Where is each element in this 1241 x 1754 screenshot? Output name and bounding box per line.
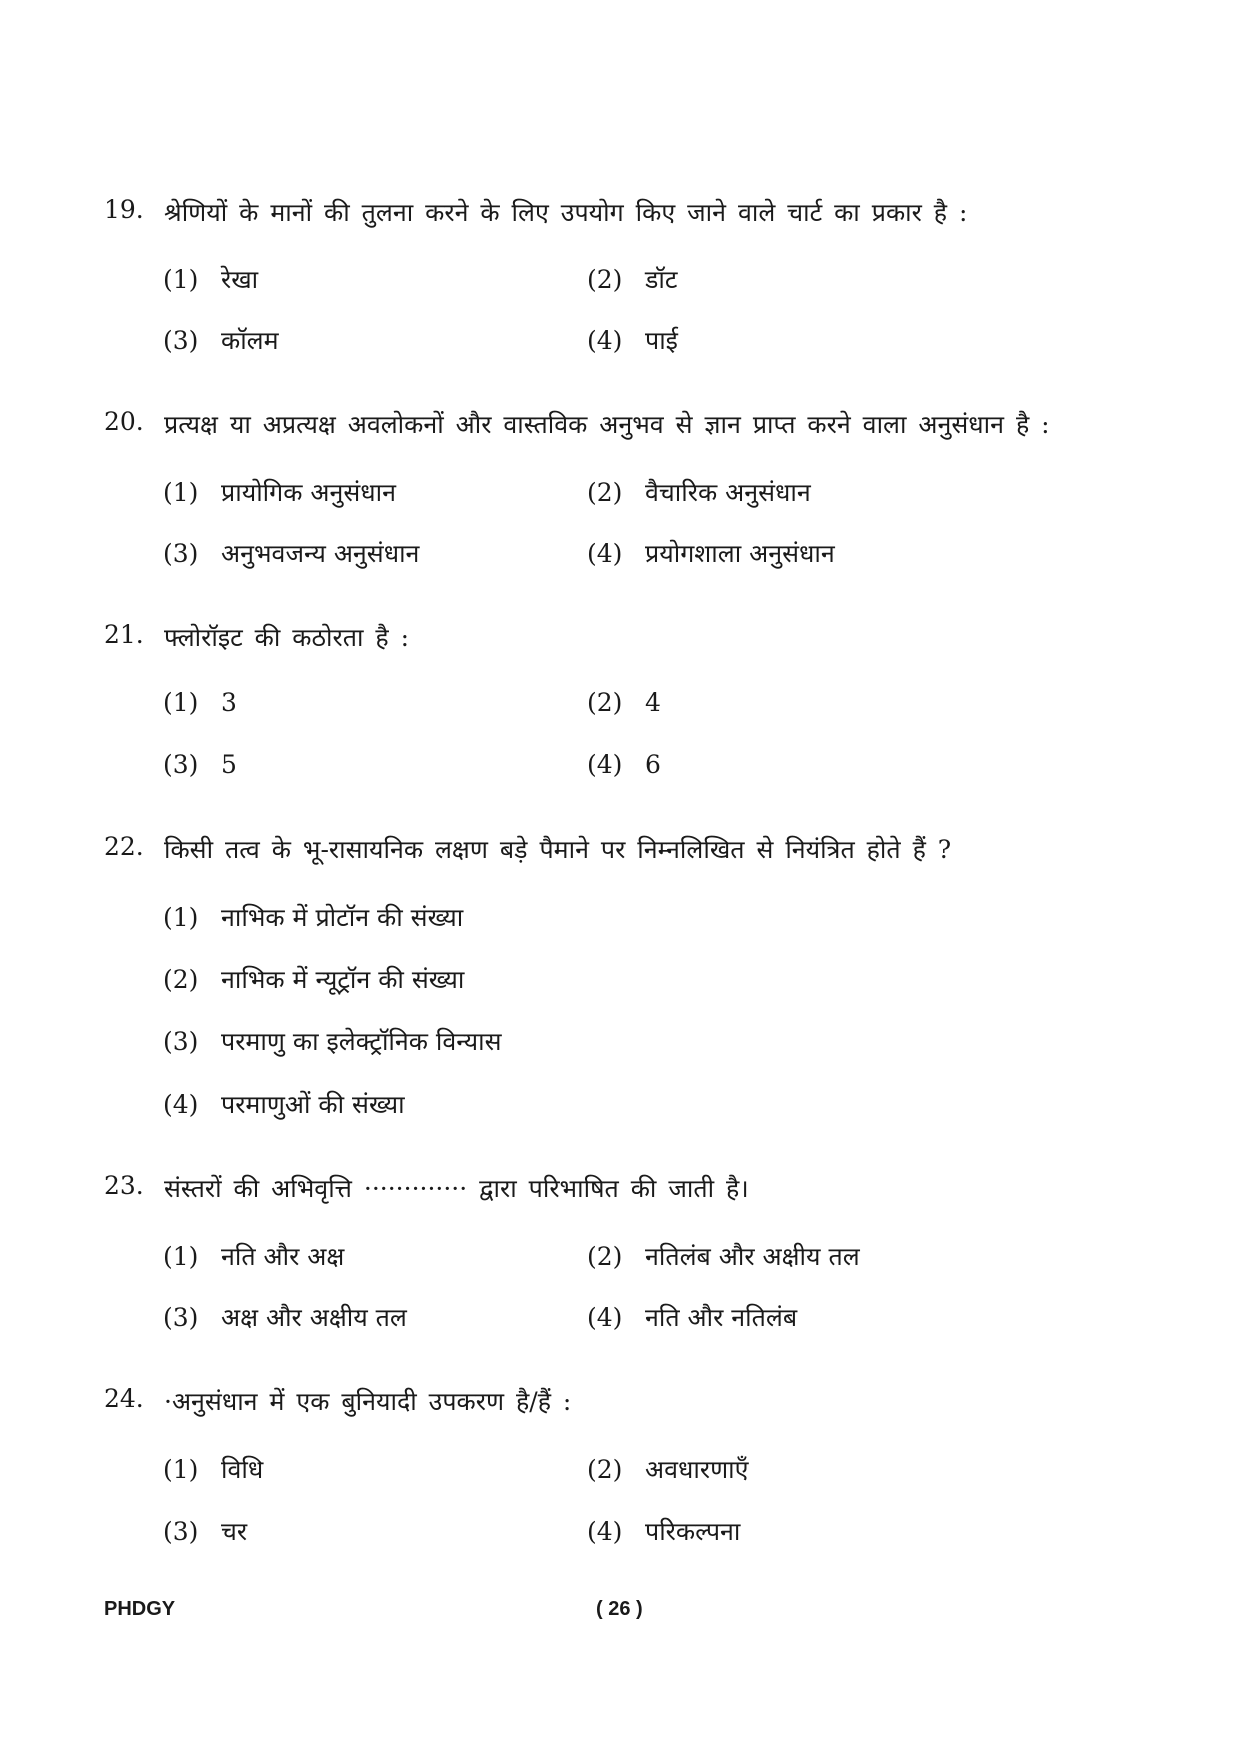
option-text: 4 bbox=[645, 688, 661, 717]
option-number: (1) bbox=[163, 478, 199, 507]
option-text: 5 bbox=[221, 750, 237, 779]
option-23-3 bbox=[163, 1300, 407, 1334]
option-24-1 bbox=[163, 1452, 263, 1486]
option-number: (3) bbox=[163, 539, 199, 568]
option-number: (3) bbox=[163, 1517, 199, 1546]
option-19-1 bbox=[163, 262, 258, 296]
question-text: श्रेणियों के मानों की तुलना करने के लिए उपयोग किए जाने वाले चार्ट का प्रकार है : bbox=[164, 198, 968, 227]
option-text: नाभिक में न्यूट्रॉन की संख्या bbox=[221, 965, 465, 994]
option-22-3 bbox=[163, 1024, 502, 1058]
option-number: (1) bbox=[163, 903, 199, 932]
option-number: (3) bbox=[163, 326, 199, 355]
option-20-2 bbox=[587, 475, 811, 509]
question-text: फ्लोरॉइट की कठोरता है : bbox=[164, 623, 410, 652]
option-number: (1) bbox=[163, 265, 199, 294]
option-number: (3) bbox=[163, 1303, 199, 1332]
option-number: (4) bbox=[587, 1303, 623, 1332]
option-text: कॉलम bbox=[221, 326, 279, 355]
option-number: (1) bbox=[163, 1455, 199, 1484]
option-text: नाभिक में प्रोटॉन की संख्या bbox=[221, 903, 464, 932]
option-text: पाई bbox=[645, 326, 678, 355]
option-20-3 bbox=[163, 536, 419, 570]
option-19-3 bbox=[163, 323, 279, 357]
question-number: 22. bbox=[104, 832, 144, 861]
option-number: (2) bbox=[163, 965, 199, 994]
option-20-1 bbox=[163, 475, 396, 509]
option-number: (3) bbox=[163, 750, 199, 779]
option-text: 6 bbox=[645, 750, 661, 779]
option-19-4 bbox=[587, 323, 678, 357]
option-number: (4) bbox=[163, 1090, 199, 1119]
option-text: अक्ष और अक्षीय तल bbox=[221, 1303, 407, 1332]
question-number: 21. bbox=[104, 620, 144, 649]
option-21-1 bbox=[163, 688, 237, 717]
option-text: अनुभवजन्य अनुसंधान bbox=[221, 539, 420, 568]
question-number: 23. bbox=[104, 1171, 144, 1200]
option-number: (4) bbox=[587, 539, 623, 568]
option-20-4 bbox=[587, 536, 835, 570]
option-21-3 bbox=[163, 750, 237, 779]
option-text: विधि bbox=[221, 1455, 264, 1484]
page-number: ( 26 ) bbox=[596, 1598, 643, 1620]
option-number: (1) bbox=[163, 688, 199, 717]
option-22-4 bbox=[163, 1087, 405, 1121]
paper-code: PHDGY bbox=[104, 1598, 176, 1620]
option-text: प्रयोगशाला अनुसंधान bbox=[645, 539, 835, 568]
option-number: (2) bbox=[587, 688, 623, 717]
question-number: 20. bbox=[104, 407, 144, 436]
option-text: अवधारणाएँ bbox=[645, 1455, 749, 1484]
option-23-2 bbox=[587, 1239, 860, 1273]
option-text: नतिलंब और अक्षीय तल bbox=[645, 1242, 860, 1271]
question-text: प्रत्यक्ष या अप्रत्यक्ष अवलोकनों और वास्तविक अनुभव से ज्ञान प्राप्त करने वाला अनुसंधान है : bbox=[164, 410, 1050, 439]
option-22-2 bbox=[163, 962, 464, 996]
option-21-2 bbox=[587, 688, 661, 717]
option-text: चर bbox=[221, 1517, 248, 1546]
option-text: प्रायोगिक अनुसंधान bbox=[221, 478, 396, 507]
option-text: डॉट bbox=[645, 265, 678, 294]
option-19-2 bbox=[587, 262, 677, 296]
question-number: 19. bbox=[104, 195, 144, 224]
option-text: परमाणुओं की संख्या bbox=[221, 1090, 405, 1119]
option-number: (2) bbox=[587, 478, 623, 507]
option-text: रेखा bbox=[221, 265, 259, 294]
option-24-3 bbox=[163, 1514, 247, 1548]
question-text: ·अनुसंधान में एक बुनियादी उपकरण है/हैं : bbox=[164, 1387, 572, 1416]
option-text: नति और अक्ष bbox=[221, 1242, 345, 1271]
option-text: 3 bbox=[221, 688, 237, 717]
option-24-4 bbox=[587, 1514, 740, 1548]
option-23-4 bbox=[587, 1300, 797, 1334]
option-number: (2) bbox=[587, 265, 623, 294]
option-text: वैचारिक अनुसंधान bbox=[645, 478, 811, 507]
option-number: (4) bbox=[587, 1517, 623, 1546]
question-text: किसी तत्व के भू-रासायनिक लक्षण बड़े पैमाने पर निम्नलिखित से नियंत्रित होते हैं ? bbox=[164, 835, 952, 864]
option-number: (4) bbox=[587, 326, 623, 355]
option-22-1 bbox=[163, 900, 463, 934]
option-text: परिकल्पना bbox=[645, 1517, 741, 1546]
option-number: (1) bbox=[163, 1242, 199, 1271]
option-number: (4) bbox=[587, 750, 623, 779]
option-23-1 bbox=[163, 1239, 344, 1273]
option-number: (2) bbox=[587, 1242, 623, 1271]
option-text: परमाणु का इलेक्ट्रॉनिक विन्यास bbox=[221, 1027, 502, 1056]
option-text: नति और नतिलंब bbox=[645, 1303, 798, 1332]
option-24-2 bbox=[587, 1452, 748, 1486]
option-number: (2) bbox=[587, 1455, 623, 1484]
question-text: संस्तरों की अभिवृत्ति ············· द्वारा परिभाषित की जाती है। bbox=[164, 1174, 749, 1203]
option-21-4 bbox=[587, 750, 661, 779]
question-number: 24. bbox=[104, 1384, 144, 1413]
option-number: (3) bbox=[163, 1027, 199, 1056]
